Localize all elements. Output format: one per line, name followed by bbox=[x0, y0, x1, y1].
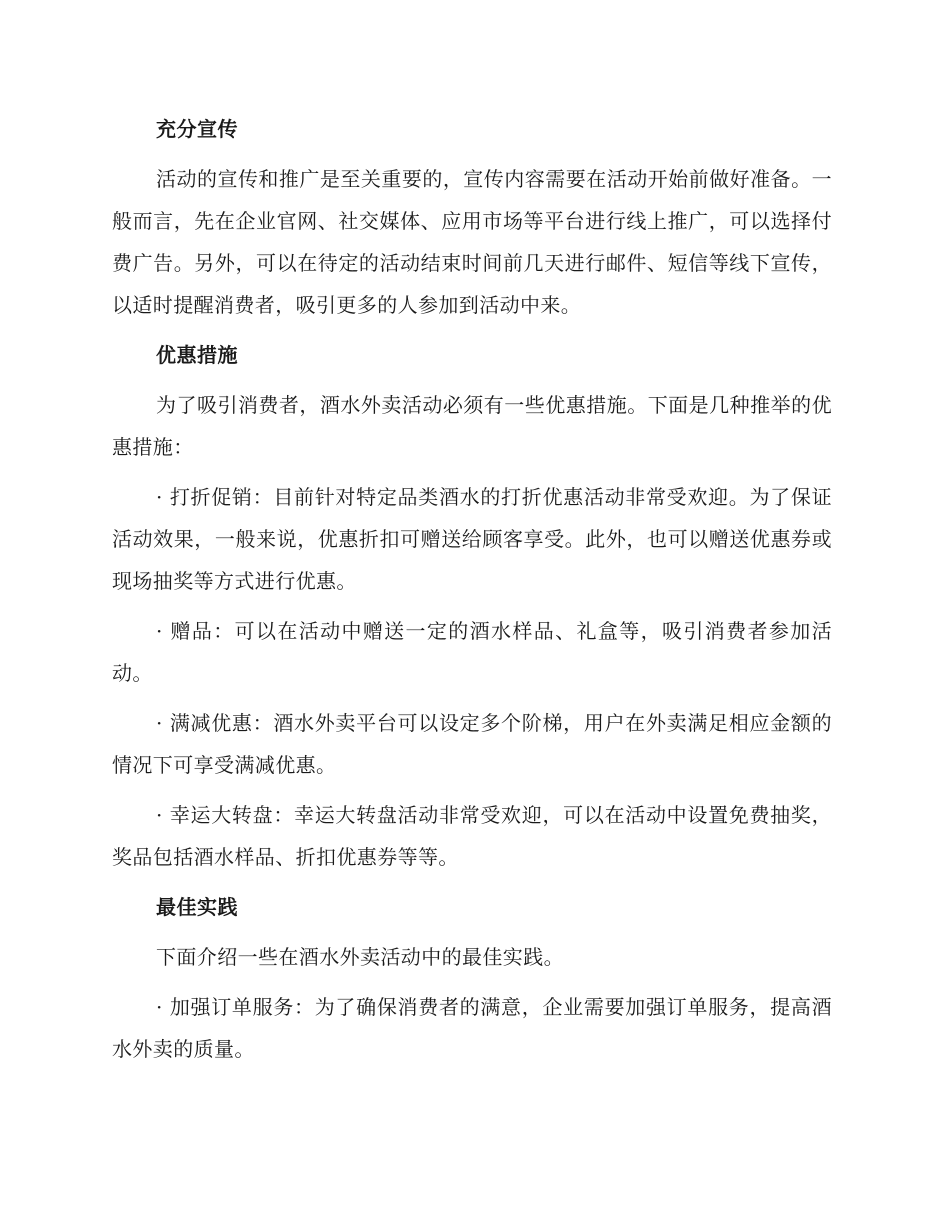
bullet-order-service: · 加强订单服务：为了确保消费者的满意，企业需要加强订单服务，提高酒水外卖的质量。 bbox=[112, 995, 832, 1061]
bullet-discount-sale: · 打折促销：目前针对特定品类酒水的打折优惠活动非常受欢迎。为了保证活动效果，一般来说，优惠折扣可赠送给顾客享受。此外，也可以赠送优惠券或现场抽奖等方式进行优惠。 bbox=[112, 485, 832, 593]
bullet-gifts: · 赠品：可以在活动中赠送一定的酒水样品、礼盒等，吸引消费者参加活动。 bbox=[112, 619, 832, 685]
section-heading-best-practices: 最佳实践 bbox=[156, 895, 238, 919]
paragraph-best-practices-intro: 下面介绍一些在酒水外卖活动中的最佳实践。 bbox=[156, 945, 564, 969]
document-page bbox=[112, 108, 832, 1078]
bullet-spend-reduction: · 满减优惠：酒水外卖平台可以设定多个阶梯，用户在外卖满足相应金额的情况下可享受满减优惠。 bbox=[112, 711, 832, 777]
section-heading-publicity: 充分宣传 bbox=[156, 117, 238, 141]
bullet-lucky-wheel: · 幸运大转盘：幸运大转盘活动非常受欢迎，可以在活动中设置免费抽奖，奖品包括酒水样品、折扣优惠券等等。 bbox=[112, 803, 832, 869]
paragraph-publicity: 活动的宣传和推广是至关重要的，宣传内容需要在活动开始前做好准备。一般而言，先在企业官网、社交媒体、应用市场等平台进行线上推广，可以选择付费广告。另外，可以在待定的活动结束时间前几天进行邮件、短信等线下宣传，以适时提醒消费者，吸引更多的人参加到活动中来。 bbox=[112, 167, 832, 317]
section-heading-discounts: 优惠措施 bbox=[156, 343, 238, 367]
paragraph-discounts-intro: 为了吸引消费者，酒水外卖活动必须有一些优惠措施。下面是几种推举的优惠措施： bbox=[112, 393, 832, 459]
